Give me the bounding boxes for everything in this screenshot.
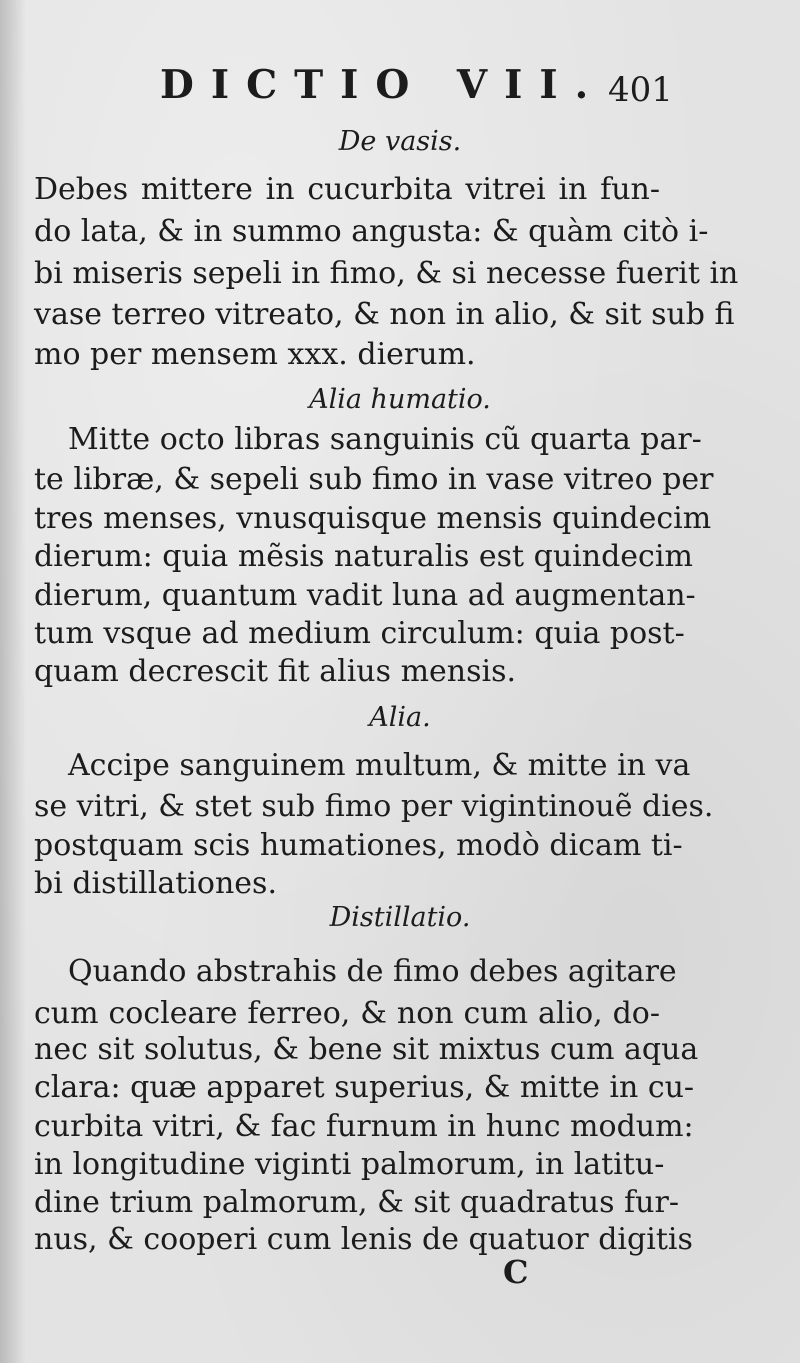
text-line: dierum: quia mẽsis naturalis est quindecim (34, 539, 693, 574)
text-line: do lata, & in summo angusta: & quàm citò i- (34, 214, 709, 249)
section-heading: De vasis. (338, 126, 462, 157)
running-head (160, 62, 673, 118)
text-line: dierum, quantum vadit luna ad augmentan- (34, 578, 696, 613)
text-line: nus, & cooperi cum lenis de quatuor digitis (34, 1222, 693, 1257)
section-heading: Alia. (369, 702, 431, 733)
text-line: postquam scis humationes, modò dicam ti- (34, 828, 683, 863)
text-line: Mitte octo libras sanguinis cũ quarta par- (68, 422, 702, 457)
text-line: dine trium palmorum, & sit quadratus fur- (34, 1185, 679, 1220)
text-line: tres menses, vnusquisque mensis quindecim (34, 501, 712, 536)
text-line: bi distillationes. (34, 866, 277, 901)
text-line: nec sit solutus, & bene sit mixtus cum aqua (34, 1032, 699, 1067)
running-title: DICTIO VII. (160, 62, 606, 108)
page-number: 401 (608, 70, 673, 110)
text-line: in longitudine viginti palmorum, in latitu- (34, 1147, 665, 1182)
text-line: bi miseris sepeli in fimo, & si necesse fuerit in (34, 256, 739, 291)
text-line: curbita vitri, & fac furnum in hunc modum: (34, 1109, 694, 1144)
catchword: C (503, 1253, 529, 1291)
section-heading: Alia humatio. (309, 384, 491, 415)
text-line: mo per mensem xxx. dierum. (34, 337, 476, 372)
text-line: quam decrescit fit alius mensis. (34, 654, 517, 689)
text-line: Accipe sanguinem multum, & mitte in va (68, 748, 691, 783)
text-line: se vitri, & stet sub fimo per vigintinouẽ dies. (34, 789, 714, 824)
text-line: cum cocleare ferreo, & non cum alio, do- (34, 996, 660, 1031)
text-line: tum vsque ad medium circulum: quia post- (34, 616, 685, 651)
text-line: clara: quæ apparet superius, & mitte in cu- (34, 1070, 695, 1105)
gutter-shadow (0, 0, 26, 1363)
text-line: te libræ, & sepeli sub fimo in vase vitreo per (34, 462, 714, 497)
section-heading: Distillatio. (329, 902, 471, 933)
text-line: Debes mittere in cucurbita vitrei in fun- (34, 172, 660, 207)
text-line: vase terreo vitreato, & non in alio, & sit sub fi (34, 297, 735, 332)
text-line: Quando abstrahis de fimo debes agitare (68, 954, 677, 989)
